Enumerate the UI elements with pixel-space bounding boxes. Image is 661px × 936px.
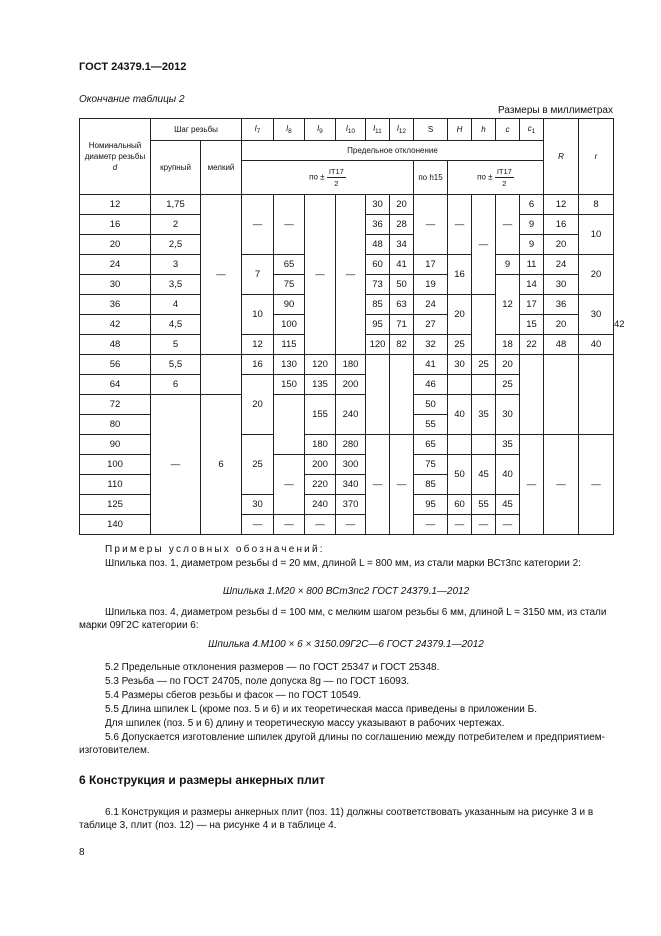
cell: 16 [242, 355, 274, 375]
cell: — [151, 395, 201, 535]
cell: 35 [472, 395, 496, 435]
cell: 50 [414, 395, 448, 415]
cell [472, 435, 496, 455]
header-l11 [366, 119, 390, 141]
cell: — [274, 455, 305, 515]
cell: 5 [151, 335, 201, 355]
header-l7 [242, 119, 274, 141]
cell: 220 [305, 475, 336, 495]
cell: 16 [80, 215, 151, 235]
l-symbol: l [345, 123, 348, 133]
cell: 240 [305, 495, 336, 515]
cell: 36 [366, 215, 390, 235]
l9-sub: 9 [319, 127, 323, 135]
cell: 25 [448, 335, 472, 355]
clause-5-3: 5.3 Резьба — по ГОСТ 24705, поле допуска 8g — по ГОСТ 16093. [105, 676, 410, 687]
cell: — [496, 515, 520, 535]
clause-6-1: 6.1 Конструкция и размеры анкерных плит (поз. 11) должны соответствовать указанным на рисунке 3 и в таблице 3, плит (поз. 12) — на рисунке 4 и в таблице 4. [79, 807, 594, 831]
it17-numerator: IT17 [496, 167, 512, 176]
table-header-row [80, 119, 614, 141]
cell: 46 [414, 375, 448, 395]
cell: 280 [336, 435, 366, 455]
cell: — [472, 515, 496, 535]
it17-fraction [327, 166, 346, 189]
it17-denominator: 2 [502, 179, 507, 188]
cell: 200 [305, 455, 336, 475]
header-l9 [305, 119, 336, 141]
cell [520, 355, 544, 435]
cell: 72 [80, 395, 151, 415]
cell: — [496, 195, 520, 255]
header-deviation: Предельное отклонение [242, 141, 544, 161]
cell: — [390, 435, 414, 535]
l10-sub: 10 [347, 127, 355, 135]
cell: 4,5 [151, 315, 201, 335]
cell: 20 [544, 235, 579, 255]
cell: — [414, 515, 448, 535]
cell: 20 [242, 375, 274, 435]
cell: — [472, 195, 496, 295]
cell: — [201, 195, 242, 355]
header-S: S [414, 119, 448, 141]
table-row [80, 195, 614, 215]
cell: 45 [472, 455, 496, 495]
c1-sub: 1 [531, 127, 536, 135]
cell: 180 [336, 355, 366, 375]
clause-5-2: 5.2 Предельные отклонения размеров — по ГОСТ 25347 и ГОСТ 25348. [105, 662, 440, 673]
cell: 24 [80, 255, 151, 275]
section-6-title: 6 Конструкция и размеры анкерных плит [79, 773, 325, 787]
l12-sub: 12 [398, 127, 406, 135]
cell: 22 [520, 335, 544, 355]
cell: 17 [520, 295, 544, 315]
cell: 130 [274, 355, 305, 375]
cell: 30 [366, 195, 390, 215]
cell: 95 [366, 315, 390, 335]
header-d-symbol: d [112, 163, 118, 172]
cell [472, 375, 496, 395]
cell: — [242, 195, 274, 255]
cell: 30 [544, 275, 579, 295]
cell: 24 [414, 295, 448, 315]
clause-5-5-note: Для шпилек (поз. 5 и 6) длину и теоретическую массу указывают в рабочих чертежах. [105, 718, 505, 729]
table-header-row [80, 141, 614, 161]
cell: 56 [80, 355, 151, 375]
clause-5-6: 5.6 Допускается изготовление шпилек другой длины по соглашению между потребителем и предприятием-изготовителем. [79, 732, 606, 756]
cell: 40 [579, 335, 614, 355]
cell: — [520, 435, 544, 535]
cell: 1,75 [151, 195, 201, 215]
cell: 10 [579, 215, 614, 255]
cell: 73 [366, 275, 390, 295]
table-row: 42 4,5 100 95 71 27 15 20 42 [80, 315, 614, 335]
cell: — [414, 195, 448, 255]
table-row [80, 355, 614, 375]
cell: — [448, 195, 472, 255]
examples-title: Примеры условных обозначений: [105, 544, 325, 555]
cell: 30 [448, 355, 472, 375]
cell: 12 [80, 195, 151, 215]
cell: 19 [414, 275, 448, 295]
header-c: c [496, 119, 520, 141]
header-it17-l [242, 161, 414, 195]
header-l10 [336, 119, 366, 141]
cell: 16 [448, 255, 472, 295]
cell: 63 [390, 295, 414, 315]
c1-symbol: c [527, 123, 532, 133]
cell: 3,5 [151, 275, 201, 295]
cell [366, 355, 390, 435]
cell: — [366, 435, 390, 535]
cell: 300 [336, 455, 366, 475]
cell: 12 [544, 195, 579, 215]
l8-sub: 8 [288, 127, 292, 135]
cell: 2 [151, 215, 201, 235]
cell: 6 [201, 395, 242, 535]
cell: 6 [151, 375, 201, 395]
cell [472, 295, 496, 355]
l-symbol: l [396, 123, 399, 133]
cell [544, 355, 579, 435]
cell: 41 [414, 355, 448, 375]
cell: 110 [80, 475, 151, 495]
cell: 85 [366, 295, 390, 315]
cell: 48 [366, 235, 390, 255]
cell: 6 [520, 195, 544, 215]
cell: 240 [336, 395, 366, 435]
cell: — [448, 515, 472, 535]
cell: 48 [80, 335, 151, 355]
cell: 20 [390, 195, 414, 215]
header-thread-pitch: Шаг резьбы [151, 119, 242, 141]
cell: 30 [579, 295, 614, 335]
cell: 48 [544, 335, 579, 355]
cell: 2,5 [151, 235, 201, 255]
cell: — [305, 515, 336, 535]
cell: 140 [80, 515, 151, 535]
header-nominal-diameter [80, 119, 151, 195]
header-h: h [472, 119, 496, 141]
cell: 36 [544, 295, 579, 315]
cell: 120 [366, 335, 390, 355]
header-r: r [579, 119, 614, 195]
header-l8 [274, 119, 305, 141]
plus-minus-label: по ± [477, 172, 493, 182]
cell: 20 [579, 255, 614, 295]
cell: — [242, 515, 274, 535]
cell: — [544, 435, 579, 535]
cell: 370 [336, 495, 366, 515]
cell: 17 [414, 255, 448, 275]
cell: 115 [274, 335, 305, 355]
cell: 155 [305, 395, 336, 435]
cell: 100 [274, 315, 305, 335]
cell: 71 [390, 315, 414, 335]
cell: 30 [496, 395, 520, 435]
example-1-text: Шпилька поз. 1, диаметром резьбы d = 20 мм, длиной L = 800 мм, из стали марки ВСт3пс категории 2: [105, 558, 581, 569]
cell: 27 [414, 315, 448, 335]
table-caption: Окончание таблицы 2 [79, 94, 185, 105]
cell: 95 [414, 495, 448, 515]
cell: 5,5 [151, 355, 201, 375]
cell: 14 [520, 275, 544, 295]
cell: 85 [414, 475, 448, 495]
cell: 60 [366, 255, 390, 275]
cell: 180 [305, 435, 336, 455]
cell: 41 [390, 255, 414, 275]
cell: 24 [544, 255, 579, 275]
cell: 60 [448, 495, 472, 515]
cell: — [336, 515, 366, 535]
cell: 15 [520, 315, 544, 335]
units-note: Размеры в миллиметрах [498, 105, 613, 116]
cell: 9 [496, 255, 520, 275]
cell: 82 [390, 335, 414, 355]
cell: 25 [472, 355, 496, 375]
header-coarse: крупный [151, 141, 201, 195]
cell: 55 [414, 415, 448, 435]
it17-numerator: IT17 [328, 167, 344, 176]
cell: — [579, 435, 614, 535]
clause-5-4: 5.4 Размеры сбегов резьбы и фасок — по ГОСТ 10549. [105, 690, 362, 701]
cell: 11 [520, 255, 544, 275]
cell: 30 [242, 495, 274, 515]
header-R: R [544, 119, 579, 195]
example-2-code: Шпилька 4.M100 × 6 × 3150.09Г2С—6 ГОСТ 24379.1—2012 [208, 639, 484, 650]
document-header: ГОСТ 24379.1—2012 [79, 61, 187, 73]
cell: 20 [496, 355, 520, 375]
cell: 150 [274, 375, 305, 395]
cell: 32 [414, 335, 448, 355]
cell: 50 [448, 455, 472, 495]
cell: 64 [80, 375, 151, 395]
l11-sub: 11 [375, 127, 382, 135]
header-h15: по h15 [414, 161, 448, 195]
cell: 3 [151, 255, 201, 275]
cell: 8 [579, 195, 614, 215]
cell: 42 [80, 315, 151, 335]
l-symbol: l [254, 123, 257, 133]
cell: 16 [544, 215, 579, 235]
cell: 65 [414, 435, 448, 455]
cell: 90 [274, 295, 305, 315]
header-fine: мелкий [201, 141, 242, 195]
header-H: H [448, 119, 472, 141]
cell: 50 [390, 275, 414, 295]
cell: 9 [520, 215, 544, 235]
cell: 25 [496, 375, 520, 395]
cell: 7 [242, 255, 274, 295]
cell: 75 [274, 275, 305, 295]
dimensions-table [79, 118, 625, 535]
header-c1 [520, 119, 544, 141]
cell: 200 [336, 375, 366, 395]
example-2-text: Шпилька поз. 4, диаметром резьбы d = 100 мм, с мелким шагом резьбы 6 мм, длиной L = 3150 мм, из стали марки 09Г2С категории 6: [79, 607, 607, 631]
header-it17-c [448, 161, 544, 195]
cell: — [336, 195, 366, 355]
l-symbol: l [373, 123, 376, 133]
cell [390, 355, 414, 435]
cell [448, 435, 472, 455]
plus-minus-label: по ± [309, 172, 325, 182]
cell: 40 [496, 455, 520, 495]
cell: 20 [448, 295, 472, 335]
cell: 18 [496, 335, 520, 355]
cell: 10 [242, 295, 274, 335]
cell: 28 [390, 215, 414, 235]
header-l12 [390, 119, 414, 141]
cell: 65 [274, 255, 305, 275]
cell: 40 [448, 395, 472, 435]
cell [201, 355, 242, 395]
cell: 80 [80, 415, 151, 435]
l-symbol: l [317, 123, 320, 133]
cell: 34 [390, 235, 414, 255]
cell: 55 [472, 495, 496, 515]
cell [579, 355, 614, 435]
cell [274, 395, 305, 455]
page-number: 8 [79, 847, 85, 858]
it17-denominator: 2 [334, 179, 339, 188]
example-1-code: Шпилька 1.M20 × 800 ВСт3пс2 ГОСТ 24379.1—2012 [222, 586, 470, 597]
cell: 75 [414, 455, 448, 475]
cell: 90 [80, 435, 151, 455]
cell: 36 [80, 295, 151, 315]
cell: 135 [305, 375, 336, 395]
cell: 45 [496, 495, 520, 515]
l-symbol: l [286, 123, 289, 133]
cell: 20 [544, 315, 579, 335]
cell: 25 [242, 435, 274, 495]
cell: 20 [80, 235, 151, 255]
cell: — [274, 195, 305, 255]
cell [448, 375, 472, 395]
cell: — [274, 515, 305, 535]
cell: 35 [496, 435, 520, 455]
l7-sub: 7 [256, 127, 261, 135]
cell: 125 [80, 495, 151, 515]
cell: — [305, 195, 336, 355]
cell: 12 [496, 275, 520, 335]
cell: 120 [305, 355, 336, 375]
cell: 4 [151, 295, 201, 315]
header-nominal-diameter-label: Номинальный диаметр резьбы [84, 141, 146, 161]
cell: 30 [80, 275, 151, 295]
cell: 340 [336, 475, 366, 495]
cell: 12 [242, 335, 274, 355]
cell: 100 [80, 455, 151, 475]
it17-fraction [495, 166, 514, 189]
clause-5-5: 5.5 Длина шпилек L (кроме поз. 5 и 6) и их теоретическая масса приведены в приложении Б. [105, 704, 537, 715]
cell: 9 [520, 235, 544, 255]
